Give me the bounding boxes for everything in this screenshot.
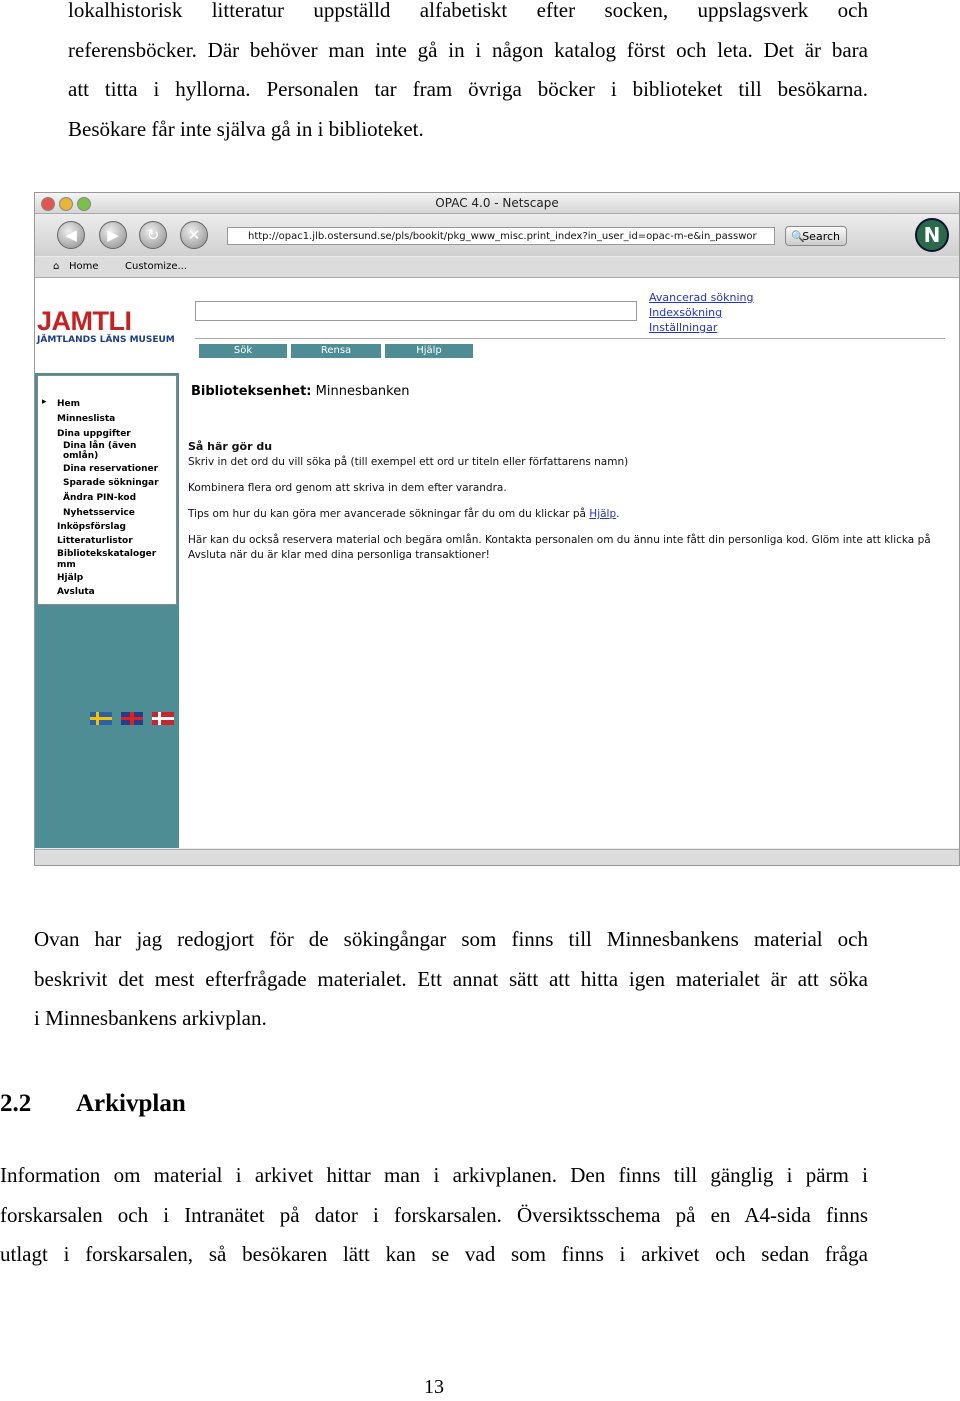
advanced-search-link[interactable]: Avancerad sökning [649, 291, 754, 304]
window-titlebar [35, 193, 959, 214]
jamtli-logo: JAMTLI [37, 306, 132, 336]
arrow-icon: ▸ [42, 397, 47, 407]
english-flag-icon[interactable] [121, 712, 143, 725]
page-content [35, 278, 959, 848]
stop-icon[interactable]: ✕ [180, 221, 208, 249]
text-line: referensböcker. Där behöver man inte gå in i någon katalog först och leta. Det är bara [68, 37, 868, 62]
help-line: Kombinera flera ord genom att skriva in dem efter varandra. [188, 482, 507, 494]
unit-value: Minnesbanken [315, 384, 410, 399]
intro-paragraph [68, 0, 868, 149]
menu-item-saved-searches[interactable]: Sparade sökningar [63, 478, 159, 488]
bookmark-home[interactable]: Home [69, 261, 99, 272]
text-line: utlagt i forskarsalen, så besökaren lätt kan se vad som finns i arkivet och sedan fråga [0, 1242, 868, 1266]
section-heading [0, 1090, 186, 1118]
search-button[interactable] [785, 226, 847, 246]
text-line: Besökare får inte själva gå in i biblioteket. [68, 116, 424, 141]
forward-icon[interactable]: ▶ [99, 221, 127, 249]
summary-paragraph [34, 920, 868, 1039]
menu-item-catalogs[interactable]: Bibliotekskataloger [57, 549, 157, 559]
divider [195, 338, 945, 339]
menu-item-help[interactable]: Hjälp [57, 573, 84, 583]
search-button-label: Search [802, 230, 840, 243]
menu-item-loans-cont[interactable]: omlån) [63, 451, 99, 461]
menu-item-your-info[interactable]: Dina uppgifter [57, 429, 131, 439]
status-bar [35, 849, 959, 866]
search-submit-button[interactable]: Sök [199, 344, 287, 358]
help-line: Skriv in det ord du vill söka på (till exempel ett ord ur titeln eller författarens namn) [188, 456, 629, 468]
menu-item-reservations[interactable]: Dina reservationer [63, 464, 159, 474]
search-input[interactable] [195, 301, 637, 321]
text-line: forskarsalen och i Intranätet på dator i forskarsalen. Översiktsschema på en A4-sida finns [0, 1202, 868, 1227]
netscape-logo-icon: N [915, 218, 949, 252]
browser-screenshot [34, 192, 960, 866]
page-number: 13 [424, 1376, 444, 1398]
menu-item-home[interactable]: Hem [57, 399, 81, 409]
menu-item-memo-list[interactable]: Minneslista [57, 414, 116, 424]
unit-heading [191, 384, 409, 399]
bookmark-customize[interactable]: Customize... [125, 261, 188, 272]
logo-subtitle: JÄMTLANDS LÄNS MUSEUM [37, 335, 175, 345]
section-number: 2.2 [0, 1090, 32, 1117]
home-icon: ⌂ [53, 261, 60, 272]
reload-icon[interactable]: ↻ [139, 221, 167, 249]
menu-item-purchase[interactable]: Inköpsförslag [57, 522, 126, 532]
bookmarks-bar [35, 257, 959, 278]
help-line: Avsluta när du är klar med dina personliga transaktioner! [188, 549, 490, 561]
text-line: Ovan har jag redogjort för de sökingångar som finns till Minnesbankens material och [34, 927, 868, 951]
text-line: beskrivit det mest efterfrågade materialet. Ett annat sätt att hitta igen materialet är att söka [34, 966, 868, 991]
settings-link[interactable]: Inställningar [649, 321, 718, 334]
archive-paragraph [0, 1156, 868, 1275]
index-search-link[interactable]: Indexsökning [649, 306, 723, 319]
menu-item-loans[interactable]: Dina lån (även [63, 441, 137, 451]
url-input[interactable]: http://opac1.jlb.ostersund.se/pls/bookit/pkg_www_misc.print_index?in_user_id=opac-m-e&in_passwor [227, 227, 775, 245]
help-button[interactable]: Hjälp [385, 344, 473, 358]
swedish-flag-icon[interactable] [90, 712, 112, 725]
search-icon: 🔍 [791, 230, 805, 243]
back-icon[interactable]: ◀ [57, 221, 85, 249]
help-line: Här kan du också reservera material och begära omlån. Kontakta personalen om du ännu inte fått din personliga kod. Glöm inte att klicka på [188, 534, 931, 546]
text-line: lokalhistorisk litteratur uppställd alfabetiskt efter socken, uppslagsverk och [68, 0, 868, 22]
menu-item-news[interactable]: Nyhetsservice [63, 508, 135, 518]
menu-item-change-pin[interactable]: Ändra PIN-kod [63, 493, 137, 503]
help-link[interactable]: Hjälp [589, 508, 617, 520]
help-line-with-link: Tips om hur du kan göra mer avancerade sökningar får du om du klickar på Hjälp. [188, 508, 620, 520]
menu-item-catalogs-cont[interactable]: mm [57, 560, 76, 570]
clear-button[interactable]: Rensa [291, 344, 381, 358]
menu-item-logout[interactable]: Avsluta [57, 587, 95, 597]
unit-label: Biblioteksenhet: [191, 384, 312, 399]
help-line: Tips om hur du kan göra mer avancerade sökningar får du om du klickar på [188, 508, 586, 520]
text-line: i Minnesbankens arkivplan. [34, 1006, 267, 1030]
text-line: att titta i hyllorna. Personalen tar fram övriga böcker i biblioteket till besökarna. [68, 77, 868, 101]
section-title: Arkivplan [76, 1090, 186, 1117]
danish-flag-icon[interactable] [152, 712, 174, 725]
sidebar-menu [37, 375, 177, 605]
text-line: Information om material i arkivet hittar man i arkivplanen. Den finns till gänglig i pärm i [0, 1163, 868, 1187]
browser-toolbar [35, 214, 959, 256]
help-title: Så här gör du [188, 440, 273, 453]
menu-item-literature[interactable]: Litteraturlistor [57, 536, 133, 546]
window-title: OPAC 4.0 - Netscape [435, 196, 559, 210]
